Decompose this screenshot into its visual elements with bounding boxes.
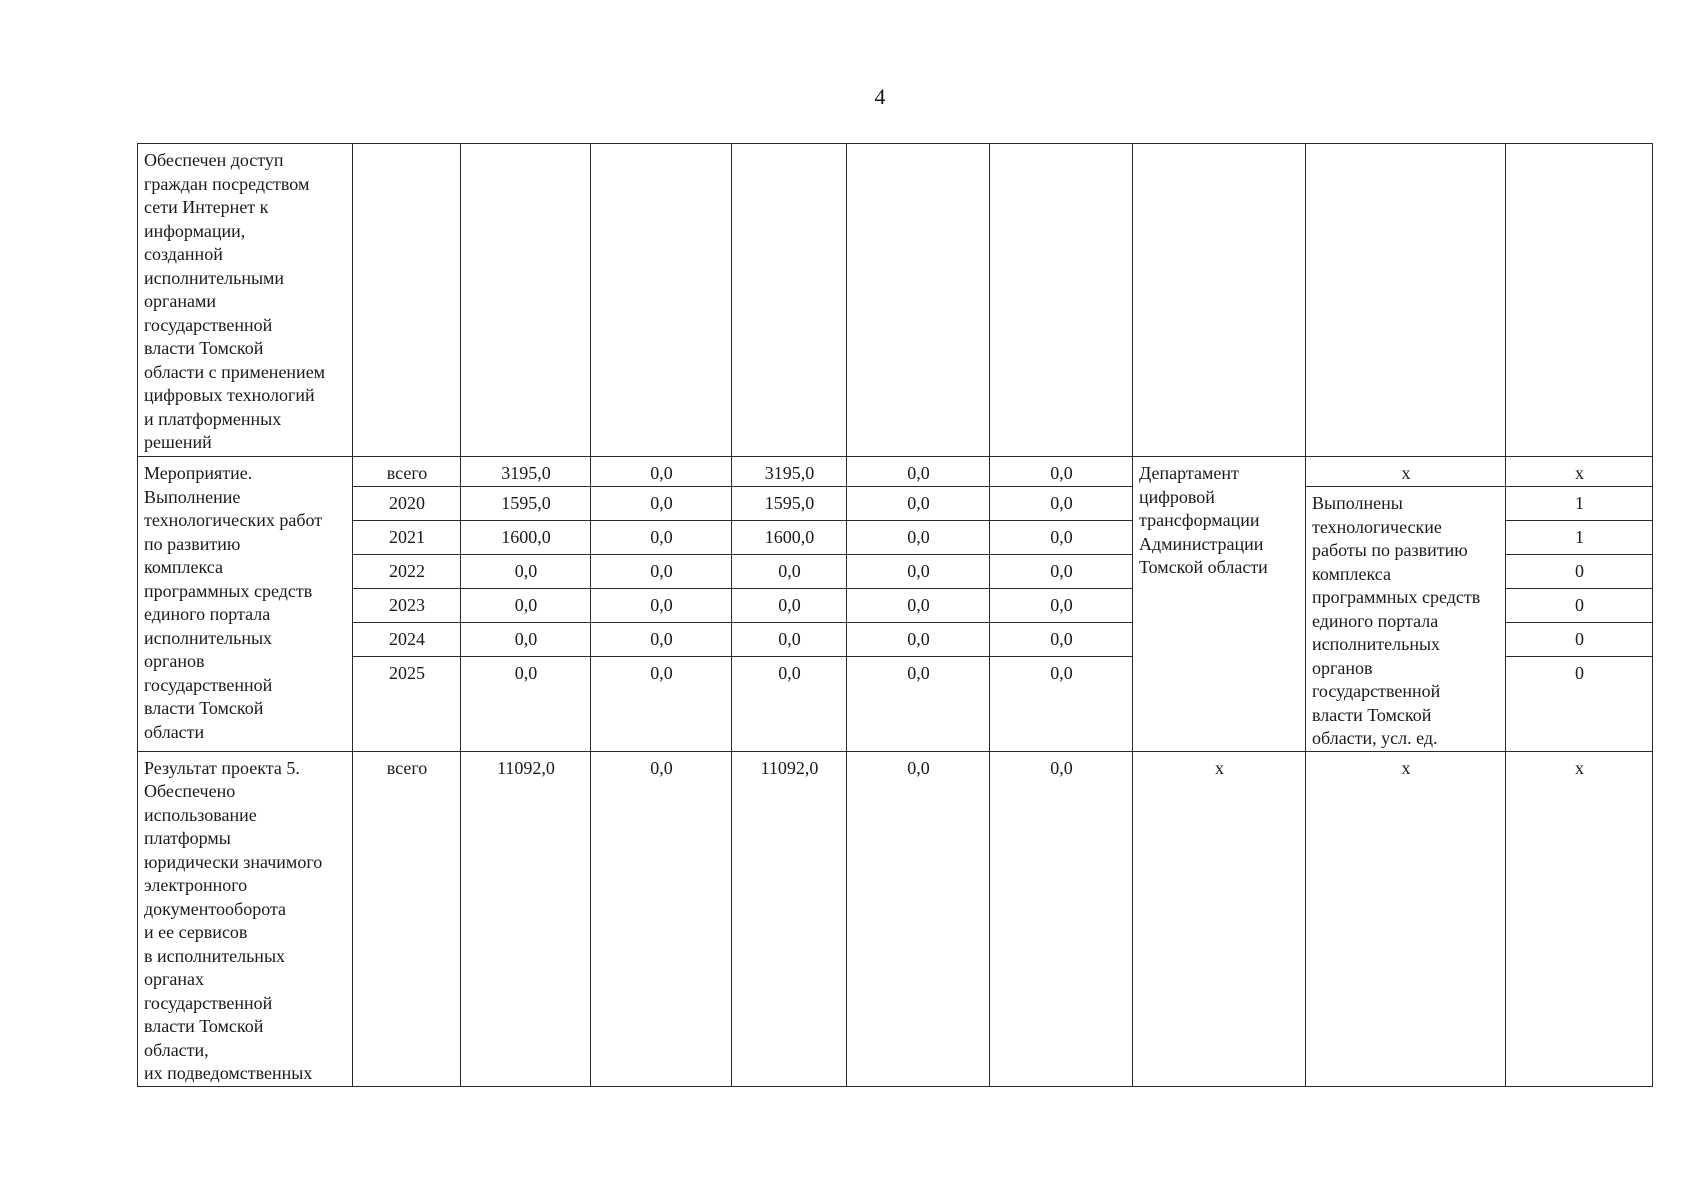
- value-cell: 0,0: [591, 487, 732, 521]
- value-cell: 0,0: [732, 588, 847, 622]
- period-cell: 2023: [353, 588, 461, 622]
- value-cell: 0,0: [847, 588, 990, 622]
- empty-cell: [1506, 144, 1653, 457]
- value-cell: 0,0: [591, 751, 732, 1086]
- value-cell: 0,0: [461, 656, 591, 751]
- value-cell: 0,0: [591, 554, 732, 588]
- empty-cell: [461, 144, 591, 457]
- value-cell: 0,0: [591, 520, 732, 554]
- empty-cell: [847, 144, 990, 457]
- empty-cell: [1306, 144, 1506, 457]
- table-row-year: [138, 487, 1653, 521]
- result5-name-cell: Результат проекта 5. Обеспечено использование платформы юридически значимого электронного документооборота и ее сервисов в исполнительных органах государственной власти Томской области, их подведомственных: [138, 751, 353, 1086]
- value-cell: 0,0: [990, 751, 1133, 1086]
- empty-cell: [1133, 144, 1306, 457]
- value-cell: 0,0: [990, 622, 1133, 656]
- activity-name-cell: Мероприятие. Выполнение технологических работ по развитию комплекса программных средств единого портала исполнительных органов государственной власти Томской области: [138, 457, 353, 752]
- value-cell: 0,0: [990, 457, 1133, 487]
- value-cell: 0,0: [461, 554, 591, 588]
- value-cell: 0,0: [847, 487, 990, 521]
- indicator-value-cell: 1: [1506, 487, 1653, 521]
- value-cell: 0,0: [847, 751, 990, 1086]
- value-cell: 0,0: [461, 588, 591, 622]
- empty-cell: [353, 144, 461, 457]
- indicator-value-cell: 0: [1506, 588, 1653, 622]
- value-cell: 0,0: [847, 622, 990, 656]
- indicator-value-cell: 0: [1506, 622, 1653, 656]
- period-cell: 2022: [353, 554, 461, 588]
- value-cell: 0,0: [732, 554, 847, 588]
- department-cell: x: [1133, 751, 1306, 1086]
- value-cell: 0,0: [990, 656, 1133, 751]
- value-cell: 0,0: [990, 487, 1133, 521]
- value-cell: 11092,0: [461, 751, 591, 1086]
- indicator-value-cell: 1: [1506, 520, 1653, 554]
- value-cell: 1600,0: [732, 520, 847, 554]
- budget-table: [137, 143, 1653, 1087]
- department-cell: Департамент цифровой трансформации Администрации Томской области: [1133, 457, 1306, 752]
- table-row-activity-total: [138, 457, 1653, 487]
- value-cell: 0,0: [847, 554, 990, 588]
- indicator-mark-cell: x: [1306, 457, 1506, 487]
- value-cell: 0,0: [732, 622, 847, 656]
- indicator-value-cell: x: [1506, 751, 1653, 1086]
- table-row-result5: [138, 751, 1653, 1086]
- value-cell: 0,0: [732, 656, 847, 751]
- value-cell: 0,0: [847, 457, 990, 487]
- empty-cell: [732, 144, 847, 457]
- page-number: 4: [874, 84, 886, 109]
- indicator-mark-cell: x: [1306, 751, 1506, 1086]
- value-cell: 0,0: [990, 554, 1133, 588]
- value-cell: 0,0: [847, 520, 990, 554]
- value-cell: 0,0: [591, 457, 732, 487]
- value-cell: 1595,0: [461, 487, 591, 521]
- value-cell: 0,0: [990, 588, 1133, 622]
- value-cell: 3195,0: [732, 457, 847, 487]
- value-cell: 3195,0: [461, 457, 591, 487]
- table-row-intro: [138, 144, 1653, 457]
- indicator-value-cell: 0: [1506, 656, 1653, 751]
- period-cell: 2021: [353, 520, 461, 554]
- empty-cell: [990, 144, 1133, 457]
- intro-text-cell: Обеспечен доступ граждан посредством сети Интернет к информации, созданной исполнительными органами государственной власти Томской области с применением цифровых технологий и платформенных решений: [138, 144, 353, 457]
- empty-cell: [591, 144, 732, 457]
- value-cell: 0,0: [990, 520, 1133, 554]
- value-cell: 11092,0: [732, 751, 847, 1086]
- value-cell: 1595,0: [732, 487, 847, 521]
- value-cell: 0,0: [847, 656, 990, 751]
- value-cell: 0,0: [591, 656, 732, 751]
- period-cell: 2024: [353, 622, 461, 656]
- value-cell: 0,0: [461, 622, 591, 656]
- period-cell: 2020: [353, 487, 461, 521]
- period-cell: всего: [353, 751, 461, 1086]
- indicator-value-cell: 0: [1506, 554, 1653, 588]
- value-cell: 1600,0: [461, 520, 591, 554]
- period-cell: 2025: [353, 656, 461, 751]
- period-cell: всего: [353, 457, 461, 487]
- value-cell: 0,0: [591, 622, 732, 656]
- indicator-value-cell: x: [1506, 457, 1653, 487]
- value-cell: 0,0: [591, 588, 732, 622]
- indicator-text-cell: Выполнены технологические работы по развитию комплекса программных средств единого портала исполнительных органов государственной власти Томской области, усл. ед.: [1306, 487, 1506, 752]
